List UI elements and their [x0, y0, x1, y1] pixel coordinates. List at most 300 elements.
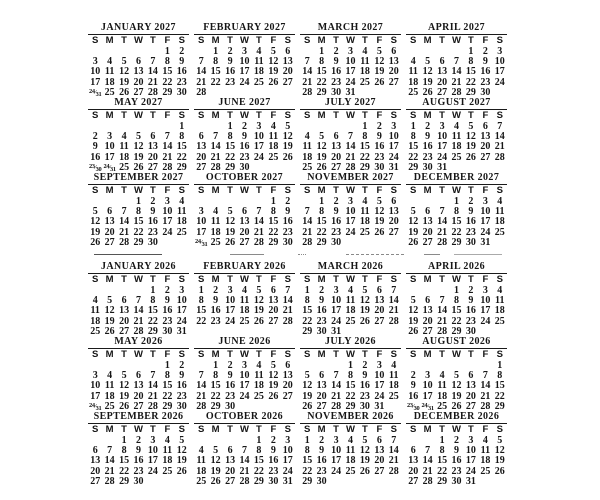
weekday-label: M [211, 35, 220, 46]
weekday-label: S [284, 35, 291, 46]
day-cell: 5 [497, 434, 503, 446]
day-cell: 30 [451, 476, 462, 488]
weekday-header-row [88, 424, 189, 436]
month-december-2026 [406, 411, 507, 486]
day-cell: 27 [465, 401, 476, 413]
day-cell: 9 [319, 444, 325, 456]
day-cell: 7 [213, 130, 219, 142]
day-cell: 26 [465, 151, 476, 163]
day-cell: 3 [256, 120, 262, 132]
weekday-label: T [333, 110, 339, 121]
day-cell: 2 [425, 120, 431, 132]
day-cell: 7 [241, 444, 247, 456]
day-cell: 10 [331, 444, 342, 456]
day-cell: 19 [302, 390, 313, 402]
day-cell: 26 [359, 465, 370, 477]
weekday-label: M [211, 185, 220, 196]
day-cell: 11 [177, 205, 187, 217]
day-cell: 3 [285, 434, 291, 446]
day-cell: 11 [302, 141, 312, 153]
weekday-label: W [346, 35, 355, 46]
day-cell: 28 [147, 87, 158, 99]
day-cell: 13 [480, 130, 491, 142]
day-cell: 27 [408, 476, 419, 488]
day-cell: 22 [225, 151, 236, 163]
day-cell: 4 [92, 294, 98, 306]
day-cell: 25 [104, 401, 115, 413]
day-cell: 5 [376, 195, 382, 207]
month-august-2027 [406, 97, 507, 172]
day-cell: 15 [465, 66, 476, 78]
day-cell: 11 [104, 66, 115, 78]
day-cell: 13 [465, 380, 476, 392]
weekday-label: S [410, 35, 417, 46]
day-cell: 10 [465, 444, 476, 456]
day-cell: 30 [374, 162, 385, 174]
day-cell: 28 [210, 162, 221, 174]
day-cell: 7 [164, 130, 170, 142]
weekday-label: S [390, 274, 397, 285]
day-cell: 18 [388, 380, 399, 392]
week-row [194, 78, 295, 88]
day-cell: 9 [319, 294, 325, 306]
day-cell: 30 [465, 237, 476, 249]
weekday-label: M [105, 349, 114, 360]
day-cell: 8 [410, 130, 416, 142]
day-cell: 22 [268, 226, 279, 238]
day-cell: 14 [104, 455, 115, 467]
day-cell: 26 [422, 87, 433, 99]
day-cell: 21 [451, 76, 462, 88]
day-cell: 28 [422, 476, 433, 488]
day-cell: 28 [104, 476, 115, 488]
weekday-label: W [346, 349, 355, 360]
day-cell: 26 [302, 401, 313, 413]
day-cell: 18 [345, 455, 356, 467]
weekday-label: S [92, 349, 99, 360]
day-cell: 19 [316, 151, 327, 163]
day-cell: 1 [347, 359, 353, 371]
weekday-label: S [198, 110, 205, 121]
day-cell: 14 [253, 216, 264, 228]
weekday-label: F [376, 35, 383, 46]
day-cell: 14 [147, 380, 158, 392]
day-cell: 2 [150, 195, 156, 207]
day-cell: 15 [147, 305, 158, 317]
weekday-header-row [300, 349, 401, 361]
day-cell: 19 [225, 226, 236, 238]
day-cell: 15 [302, 455, 313, 467]
weekday-label: F [270, 424, 277, 435]
day-cell: 13 [282, 55, 293, 67]
day-cell: 21 [104, 465, 115, 477]
day-cell: 6 [468, 369, 474, 381]
weekday-label: M [423, 35, 432, 46]
weekday-header-row [194, 35, 295, 47]
day-cell: 11 [408, 66, 418, 78]
day-cell: 20 [282, 66, 293, 78]
weekday-label: S [496, 274, 503, 285]
day-cell: 9 [410, 380, 416, 392]
day-cell: 12 [408, 305, 419, 317]
day-cell: 14 [422, 455, 433, 467]
day-cell: 26 [494, 465, 505, 477]
weekday-label: F [164, 274, 171, 285]
weekday-label: M [211, 349, 220, 360]
day-cell: 8 [198, 294, 204, 306]
day-cell: 17 [345, 66, 356, 78]
day-cell: 16 [316, 455, 327, 467]
weekday-label: S [178, 110, 185, 121]
day-cell: 20 [239, 226, 250, 238]
weekday-label: F [270, 110, 277, 121]
weekday-label: T [150, 185, 156, 196]
day-cell: 6 [376, 284, 382, 296]
day-cell: 4 [213, 205, 219, 217]
day-cell: 26 [119, 401, 130, 413]
day-cell: 1 [270, 195, 276, 207]
day-cell: 11 [451, 130, 462, 142]
day-cell: 13 [408, 455, 419, 467]
day-cell: 22 [210, 76, 221, 88]
day-cell: 22 [451, 226, 462, 238]
weekday-label: T [121, 185, 127, 196]
day-cell: 1 [121, 434, 127, 446]
day-cell: 2 [333, 195, 339, 207]
day-cell: 21 [147, 76, 158, 88]
weekday-header-row [194, 185, 295, 197]
day-cell: 7 [304, 205, 310, 217]
day-cell: 9 [333, 55, 339, 67]
day-cell: 18 [451, 141, 462, 153]
month-may-2027 [88, 97, 189, 172]
weekday-label: S [496, 349, 503, 360]
day-cell: 24 [374, 390, 385, 402]
weekday-label: F [376, 424, 383, 435]
day-cell: 4 [362, 195, 368, 207]
day-cell: 26 [268, 390, 279, 402]
day-cell: 12 [422, 66, 433, 78]
day-cell: 24 [494, 76, 505, 88]
day-cell: 22 [147, 315, 158, 327]
weekday-label: T [227, 110, 233, 121]
day-cell: 19 [104, 315, 115, 327]
weekday-label: S [496, 110, 503, 121]
weekday-label: S [304, 424, 311, 435]
day-cell: 16 [268, 455, 279, 467]
weekday-label: M [317, 424, 326, 435]
day-cell: 9 [179, 55, 185, 67]
day-cell: 9 [468, 294, 474, 306]
weekday-label: F [376, 110, 383, 121]
day-cell: 24 [239, 76, 250, 88]
weekday-header-row [194, 349, 295, 361]
day-cell: 18 [302, 151, 313, 163]
day-cell: 17 [162, 216, 173, 228]
month-october-2026 [194, 411, 295, 486]
day-cell: 5 [468, 120, 474, 132]
weekday-label: M [317, 110, 326, 121]
day-cell: 13 [422, 305, 433, 317]
day-cell: 26 [104, 326, 115, 338]
day-cell: 7 [150, 55, 156, 67]
day-cell: 11 [360, 55, 370, 67]
day-cell: 23 [225, 76, 236, 88]
day-cell: 23⁄30 [407, 401, 420, 412]
day-cell: 10 [374, 369, 385, 381]
day-cell: 2 [227, 359, 233, 371]
weekday-label: S [198, 274, 205, 285]
day-cell: 16 [316, 305, 327, 317]
weekday-header-row [406, 110, 507, 122]
day-cell: 10 [147, 444, 158, 456]
day-cell: 20 [196, 151, 207, 163]
weekday-label: M [211, 424, 220, 435]
day-cell: 8 [256, 444, 262, 456]
day-cell: 4 [482, 434, 488, 446]
day-cell: 28 [133, 326, 144, 338]
weekday-label: W [240, 349, 249, 360]
weekday-label: W [134, 110, 143, 121]
day-cell: 18 [104, 76, 115, 88]
day-cell: 20 [437, 76, 448, 88]
day-cell: 25 [302, 162, 313, 174]
day-cell: 12 [176, 444, 187, 456]
day-cell: 10 [480, 205, 491, 217]
day-cell: 18 [119, 151, 130, 163]
day-cell: 9 [179, 369, 185, 381]
day-cell: 3 [333, 284, 339, 296]
day-cell: 7 [198, 369, 204, 381]
day-cell: 8 [319, 205, 325, 217]
day-cell: 27 [147, 162, 158, 174]
day-cell: 13 [90, 455, 101, 467]
day-cell: 25 [408, 87, 419, 99]
weekday-label: W [346, 424, 355, 435]
weekday-label: W [134, 349, 143, 360]
day-cell: 5 [362, 284, 368, 296]
day-cell: 8 [319, 55, 325, 67]
day-cell: 7 [347, 130, 353, 142]
day-cell: 4 [256, 359, 262, 371]
weekday-label: S [304, 349, 311, 360]
day-cell: 28 [282, 315, 293, 327]
day-cell: 30 [331, 237, 342, 249]
weekday-header-row [88, 35, 189, 47]
day-cell: 28 [437, 237, 448, 249]
day-cell: 30 [268, 476, 279, 488]
day-cell: 25 [104, 87, 115, 99]
day-cell: 19 [268, 66, 279, 78]
weekday-label: T [362, 35, 368, 46]
day-cell: 31 [345, 87, 356, 99]
weekday-label: W [452, 185, 461, 196]
day-cell: 14 [345, 141, 356, 153]
weekday-label: S [304, 274, 311, 285]
day-cell: 11 [119, 141, 129, 153]
day-cell: 16 [374, 141, 385, 153]
weekday-label: S [496, 424, 503, 435]
day-cell: 13 [437, 66, 448, 78]
day-cell: 2 [179, 45, 185, 57]
day-cell: 7 [497, 120, 503, 132]
week-row [194, 477, 295, 487]
day-cell: 6 [425, 205, 431, 217]
day-cell: 22 [408, 151, 419, 163]
day-cell: 16 [225, 66, 236, 78]
weekday-label: T [121, 274, 127, 285]
day-cell: 4 [107, 369, 113, 381]
divider-segment [424, 254, 440, 255]
day-cell: 3 [347, 45, 353, 57]
weekday-label: S [178, 274, 185, 285]
day-cell: 6 [285, 45, 291, 57]
month-june-2026 [194, 336, 295, 411]
month-title: JUNE 2027 [194, 97, 295, 110]
weekday-label: T [227, 424, 233, 435]
day-cell: 4 [391, 359, 397, 371]
weekday-label: S [284, 424, 291, 435]
day-cell: 5 [376, 45, 382, 57]
day-cell: 16 [451, 455, 462, 467]
day-cell: 6 [376, 434, 382, 446]
day-cell: 23 [225, 390, 236, 402]
day-cell: 23⁄30 [89, 162, 102, 173]
day-cell: 5 [121, 55, 127, 67]
day-cell: 3 [92, 369, 98, 381]
day-cell: 10 [331, 294, 342, 306]
day-cell: 21 [133, 315, 144, 327]
weekday-label: T [150, 349, 156, 360]
day-cell: 3 [241, 45, 247, 57]
weekday-label: T [256, 110, 262, 121]
day-cell: 2 [92, 130, 98, 142]
day-cell: 18 [239, 305, 250, 317]
day-cell: 20 [374, 455, 385, 467]
weekday-label: T [150, 35, 156, 46]
day-cell: 4 [497, 284, 503, 296]
day-cell: 6 [198, 130, 204, 142]
day-cell: 4 [347, 284, 353, 296]
day-cell: 2 [241, 120, 247, 132]
day-cell: 29 [176, 162, 187, 174]
day-cell: 21 [437, 315, 448, 327]
day-cell: 3 [468, 434, 474, 446]
day-cell: 24⁄31 [195, 237, 208, 248]
day-cell: 3 [497, 45, 503, 57]
day-cell: 30 [282, 237, 293, 249]
day-cell: 13 [104, 216, 115, 228]
day-cell: 10 [225, 294, 236, 306]
weekday-label: M [423, 185, 432, 196]
day-cell: 30 [176, 87, 187, 99]
weekday-label: W [134, 424, 143, 435]
weekday-label: W [346, 274, 355, 285]
month-title: SEPTEMBER 2027 [88, 172, 189, 185]
day-cell: 17 [239, 66, 250, 78]
day-cell: 13 [147, 141, 158, 153]
day-cell: 10 [282, 444, 293, 456]
day-cell: 2 [164, 284, 170, 296]
day-cell: 12 [465, 130, 476, 142]
day-cell: 5 [179, 434, 185, 446]
day-cell: 30 [133, 476, 144, 488]
day-cell: 26 [133, 162, 144, 174]
divider-segment [454, 254, 502, 255]
day-cell: 16 [162, 305, 173, 317]
month-title: MARCH 2026 [300, 261, 401, 274]
weekday-label: T [439, 274, 445, 285]
day-cell: 20 [225, 465, 236, 477]
weekday-label: T [362, 349, 368, 360]
month-title: APRIL 2026 [406, 261, 507, 274]
day-cell: 14 [437, 216, 448, 228]
day-cell: 15 [437, 455, 448, 467]
weekday-label: T [256, 424, 262, 435]
weekday-label: F [270, 185, 277, 196]
day-cell: 30 [331, 87, 342, 99]
day-cell: 29 [162, 401, 173, 413]
day-cell: 29 [302, 476, 313, 488]
month-title: SEPTEMBER 2026 [88, 411, 189, 424]
day-cell: 10 [90, 380, 101, 392]
day-cell: 1 [453, 195, 459, 207]
year-2026-grid [88, 261, 600, 486]
day-cell: 28 [437, 326, 448, 338]
day-cell: 26 [374, 226, 385, 238]
day-cell: 6 [135, 369, 141, 381]
day-cell: 30 [480, 87, 491, 99]
day-cell: 10 [196, 216, 207, 228]
day-cell: 21 [196, 390, 207, 402]
weekday-label: W [240, 110, 249, 121]
weekday-label: M [105, 185, 114, 196]
day-cell: 10 [162, 205, 173, 217]
weekday-label: W [452, 349, 461, 360]
day-cell: 27 [480, 151, 491, 163]
weekday-header-row [300, 185, 401, 197]
day-cell-empty [493, 477, 507, 487]
weekday-label: T [439, 35, 445, 46]
month-title: APRIL 2027 [406, 22, 507, 35]
day-cell: 17 [480, 216, 491, 228]
day-cell: 11 [162, 444, 173, 456]
day-cell: 21 [253, 226, 264, 238]
weekday-label: S [92, 110, 99, 121]
weekday-label: W [346, 185, 355, 196]
day-cell: 25 [345, 315, 356, 327]
week-row [300, 477, 401, 487]
day-cell: 3 [150, 434, 156, 446]
day-cell: 27 [316, 401, 327, 413]
day-cell: 3 [92, 55, 98, 67]
day-cell: 11 [360, 205, 370, 217]
day-cell: 18 [104, 390, 115, 402]
day-cell: 29 [451, 326, 462, 338]
day-cell: 10 [494, 55, 505, 67]
day-cell: 19 [253, 305, 264, 317]
day-cell: 4 [439, 369, 445, 381]
day-cell: 19 [133, 151, 144, 163]
day-cell: 12 [253, 294, 264, 306]
weekday-header-row [88, 349, 189, 361]
day-cell: 24 [331, 465, 342, 477]
day-cell: 29 [451, 237, 462, 249]
month-december-2027 [406, 172, 507, 247]
weekday-label: M [105, 424, 114, 435]
day-cell: 30 [176, 401, 187, 413]
weekday-label: T [256, 274, 262, 285]
